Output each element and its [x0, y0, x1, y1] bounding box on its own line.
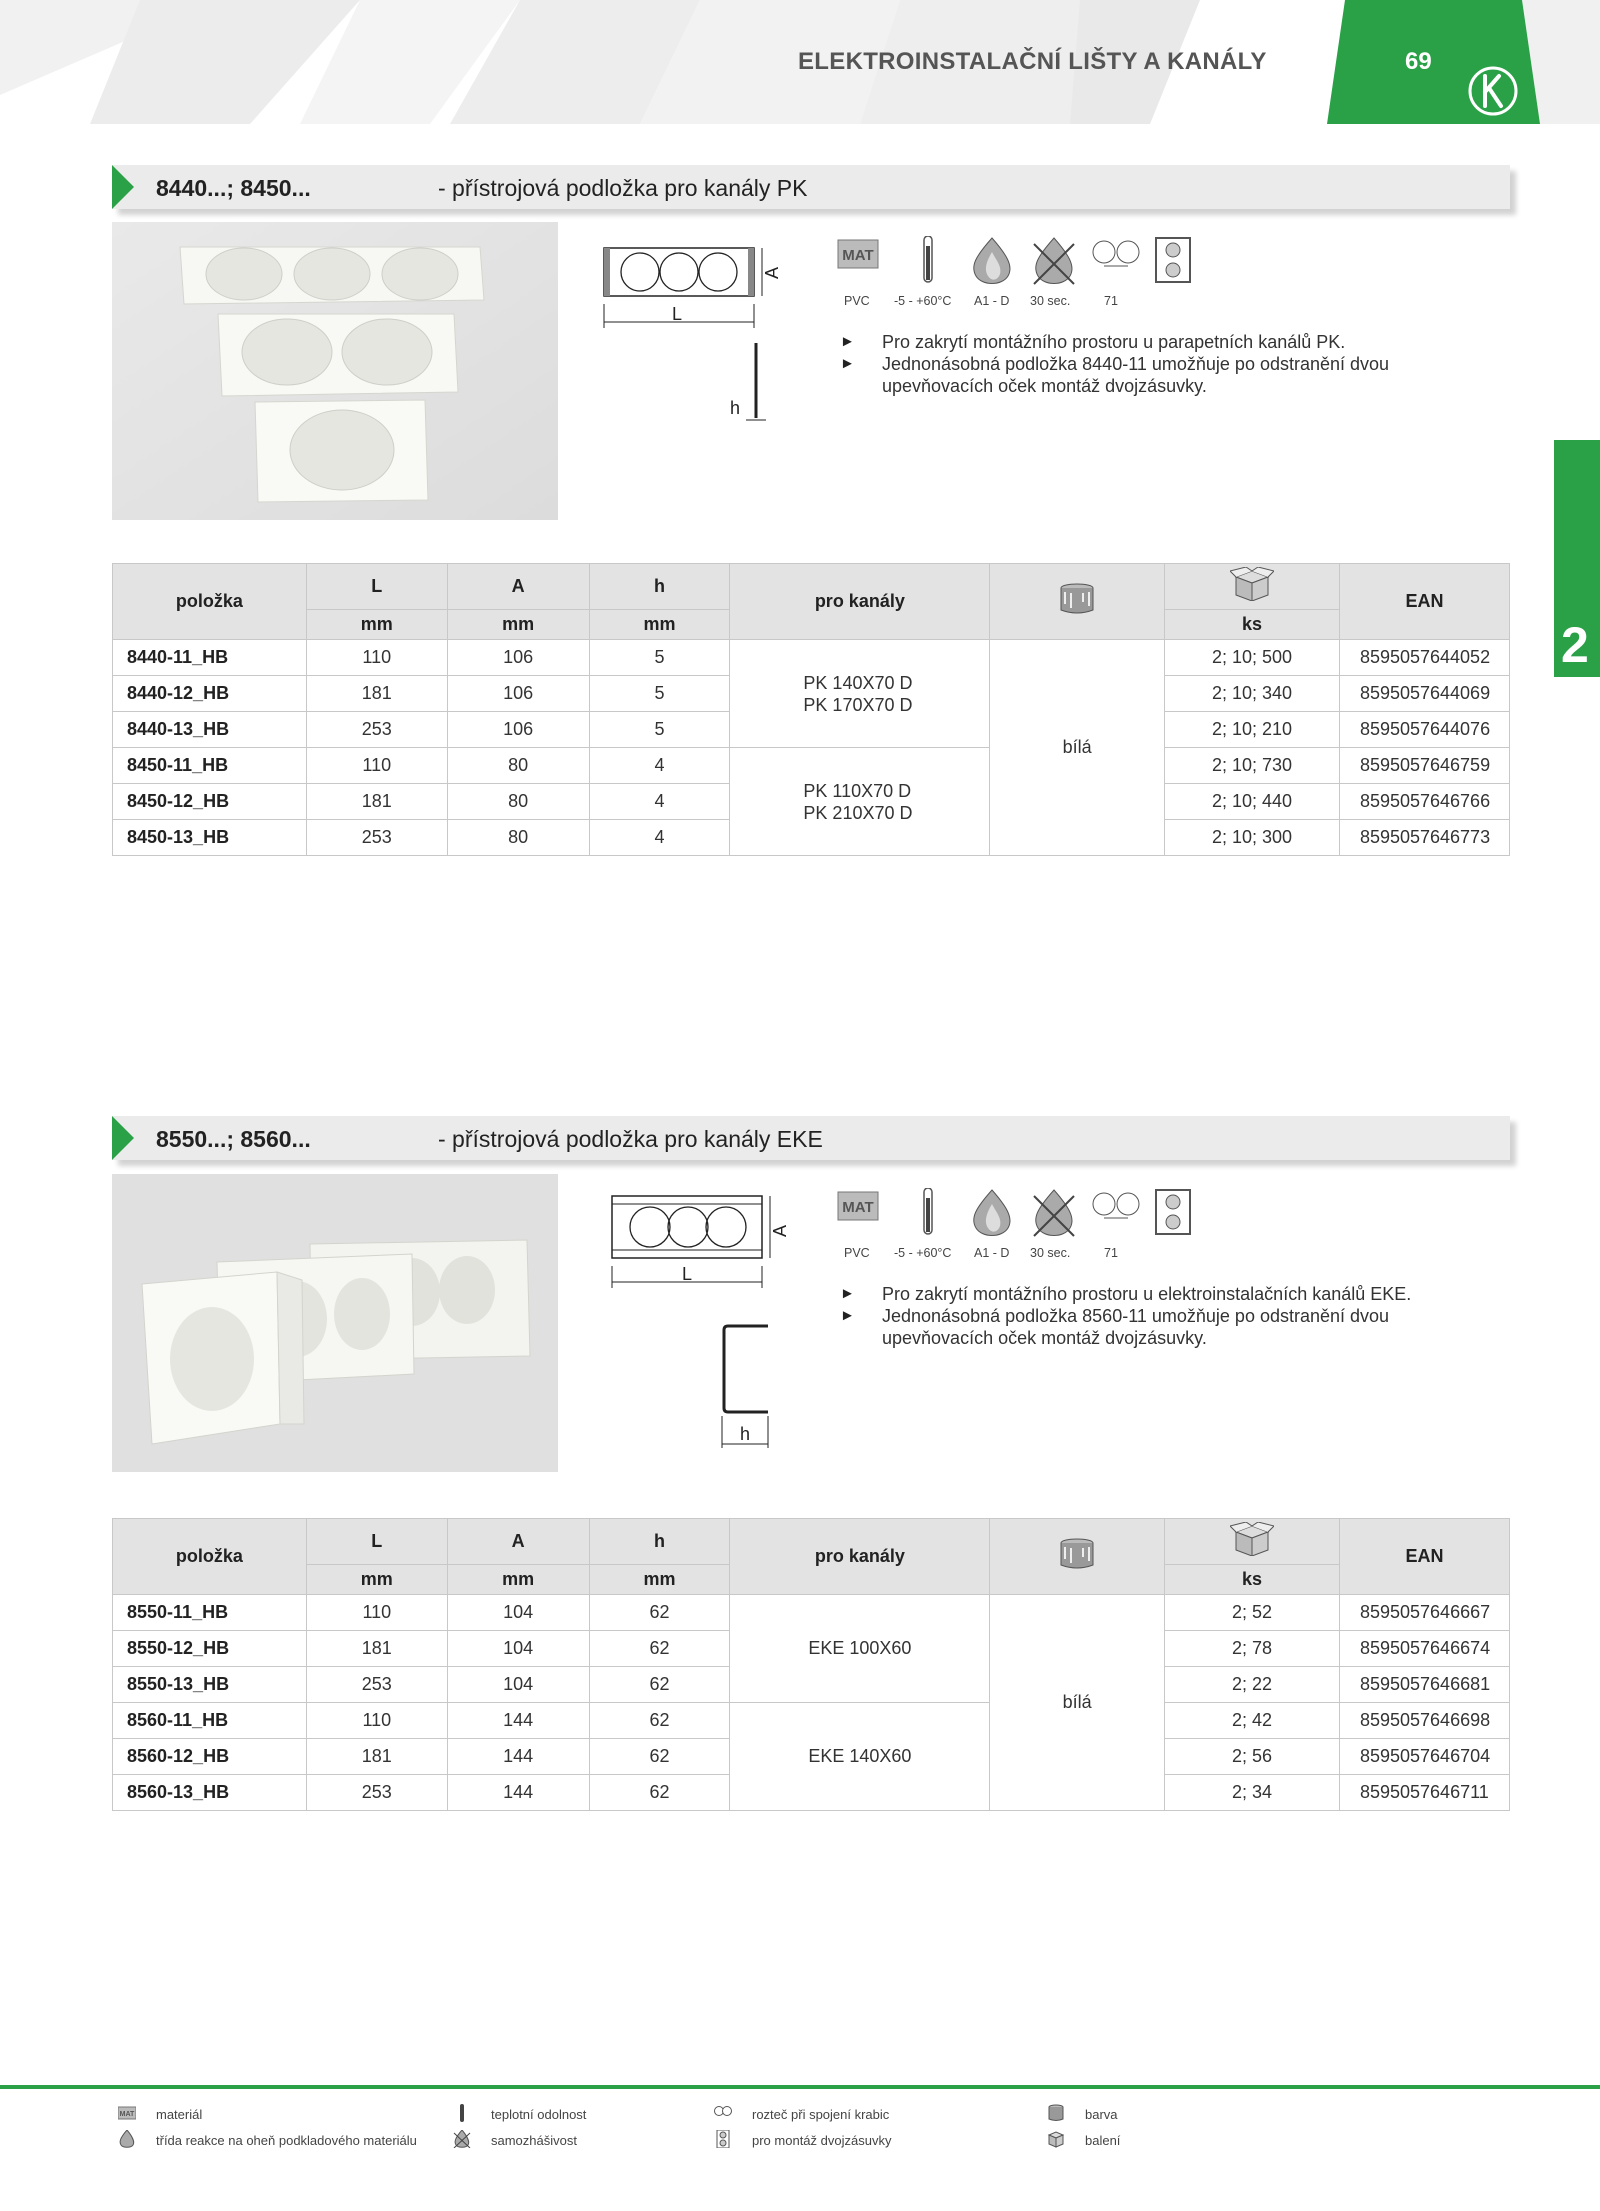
spec-table: [112, 563, 1510, 856]
dim-label-h: h: [730, 398, 741, 418]
dimension-drawing: [604, 1188, 804, 1448]
section-title-bar: [112, 1116, 1510, 1160]
page-header-title: ELEKTROINSTALAČNÍ LIŠTY A KANÁLY: [798, 48, 1267, 75]
cell-packing: 2; 10; 210: [1165, 712, 1340, 748]
cell-h: 5: [589, 640, 730, 676]
cell-l: 253: [306, 1667, 447, 1703]
cell-item: 8450-11_HB: [113, 748, 307, 784]
cell-l: 253: [306, 1775, 447, 1811]
unit-a: mm: [447, 1565, 589, 1595]
mat-badge-text: MAT: [842, 1199, 874, 1216]
feature-item: ► Pro zakrytí montážního prostoru u parapetních kanálů PK.: [840, 331, 1460, 353]
unit-l: mm: [306, 1565, 447, 1595]
section-code: 8440...; 8450...: [156, 175, 311, 201]
cell-channels: EKE 100X60: [730, 1595, 990, 1703]
thermometer-icon: [924, 1188, 932, 1234]
cell-ean: 8595057646698: [1339, 1703, 1509, 1739]
cell-l: 110: [306, 1595, 447, 1631]
cell-color: bílá: [990, 1595, 1165, 1811]
product-photo-drawing: [112, 222, 558, 520]
section-description: - přístrojová podložka pro kanály PK: [438, 175, 808, 201]
prop-box-spacing: 71: [1104, 294, 1118, 308]
cell-ean: 8595057646766: [1339, 784, 1509, 820]
prop-self-extinguishing: 30 sec.: [1030, 294, 1071, 308]
self-extinguishing-icon: [1034, 238, 1074, 284]
legend-label: rozteč při spojení krabic: [752, 2107, 890, 2122]
col-header-color: [990, 564, 1165, 640]
chapter-number: 2: [1561, 617, 1589, 673]
cell-l: 110: [306, 640, 447, 676]
legend-label: materiál: [156, 2107, 203, 2122]
thermometer-icon: [453, 2104, 471, 2122]
cell-a: 80: [447, 784, 589, 820]
section-code: 8550...; 8560...: [156, 1126, 311, 1152]
box-icon: [1230, 567, 1274, 601]
col-header-h: h: [589, 564, 730, 610]
cell-item: 8450-13_HB: [113, 820, 307, 856]
cell-ean: 8595057646674: [1339, 1631, 1509, 1667]
property-icon-row: [836, 1188, 1196, 1240]
paint-bucket-icon: [1047, 2104, 1065, 2122]
cell-ean: 8595057644052: [1339, 640, 1509, 676]
cell-h: 62: [589, 1595, 730, 1631]
cell-color: bílá: [990, 640, 1165, 856]
dim-label-l: L: [682, 1264, 693, 1284]
cell-packing: 2; 10; 300: [1165, 820, 1340, 856]
cell-packing: 2; 10; 730: [1165, 748, 1340, 784]
spec-table: [112, 1518, 1510, 1811]
cell-packing: 2; 10; 440: [1165, 784, 1340, 820]
cell-h: 4: [589, 820, 730, 856]
box-spacing-icon: [1093, 1193, 1139, 1218]
unit-packing: ks: [1165, 610, 1340, 640]
dimension-drawing: [596, 238, 796, 428]
col-header-a: A: [447, 564, 589, 610]
mat-badge-text: MAT: [842, 247, 874, 264]
table-row: [113, 748, 1510, 784]
product-photo-drawing: [112, 1174, 558, 1472]
section-arrow-icon: [112, 1116, 134, 1160]
col-header-channels: pro kanály: [730, 1519, 990, 1595]
cell-item: 8440-13_HB: [113, 712, 307, 748]
cell-channels: EKE 140X60: [730, 1703, 990, 1811]
legend-label: teplotní odolnost: [491, 2107, 587, 2122]
cell-packing: 2; 52: [1165, 1595, 1340, 1631]
col-header-item: položka: [113, 564, 307, 640]
legend-label: barva: [1085, 2107, 1118, 2122]
double-socket-icon: [1156, 1190, 1190, 1234]
col-header-packing: [1165, 1519, 1340, 1565]
fire-class-icon: [974, 1190, 1010, 1236]
cell-a: 104: [447, 1595, 589, 1631]
cell-a: 144: [447, 1775, 589, 1811]
cell-a: 106: [447, 676, 589, 712]
box-spacing-icon: [714, 2104, 732, 2122]
col-header-channels: pro kanály: [730, 564, 990, 640]
cell-item: 8560-13_HB: [113, 1775, 307, 1811]
legend-label: balení: [1085, 2133, 1121, 2148]
cell-a: 106: [447, 640, 589, 676]
cell-item: 8560-12_HB: [113, 1739, 307, 1775]
cell-l: 253: [306, 712, 447, 748]
property-icons: [836, 1188, 1196, 1268]
material-icon: [838, 240, 878, 268]
col-header-item: položka: [113, 1519, 307, 1595]
self-extinguishing-icon: [1034, 1190, 1074, 1236]
cell-l: 181: [306, 784, 447, 820]
prop-material: PVC: [844, 1246, 870, 1260]
cell-ean: 8595057646711: [1339, 1775, 1509, 1811]
double-socket-icon: [1156, 238, 1190, 282]
footer-divider: [0, 2085, 1600, 2089]
legend-label: samozhášivost: [491, 2133, 577, 2148]
unit-l: mm: [306, 610, 447, 640]
section-title-bar: [112, 165, 1510, 209]
cell-h: 62: [589, 1739, 730, 1775]
cell-channels: PK 110X70 D PK 210X70 D: [730, 748, 990, 856]
cell-a: 104: [447, 1631, 589, 1667]
feature-item: ► Jednonásobná podložka 8440-11 umožňuje po odstranění dvou upevňovacích oček montáž dvojzásuvky.: [840, 353, 1460, 397]
cell-packing: 2; 56: [1165, 1739, 1340, 1775]
table-row: [113, 1703, 1510, 1739]
page-number: 69: [1405, 48, 1432, 75]
brand-logo-icon: [1466, 64, 1520, 118]
unit-packing: ks: [1165, 1565, 1340, 1595]
cell-item: 8550-13_HB: [113, 1667, 307, 1703]
self-extinguishing-icon: [453, 2130, 471, 2148]
dim-label-h: h: [740, 1424, 751, 1444]
prop-temperature: -5 - +60°C: [894, 1246, 952, 1260]
table-row: [113, 640, 1510, 676]
cell-a: 144: [447, 1739, 589, 1775]
cell-h: 5: [589, 712, 730, 748]
cell-ean: 8595057646704: [1339, 1739, 1509, 1775]
feature-item: ► Pro zakrytí montážního prostoru u elektroinstalačních kanálů EKE.: [840, 1283, 1460, 1305]
product-photo: [112, 222, 558, 520]
cell-ean: 8595057644069: [1339, 676, 1509, 712]
cell-ean: 8595057646681: [1339, 1667, 1509, 1703]
mat-badge-text: MAT: [119, 2111, 135, 2118]
cell-ean: 8595057644076: [1339, 712, 1509, 748]
cell-h: 62: [589, 1667, 730, 1703]
product-photo: [112, 1174, 558, 1472]
cell-l: 110: [306, 1703, 447, 1739]
legend-label: třída reakce na oheň podkladového materiálu: [156, 2133, 417, 2148]
property-icon-row: [836, 236, 1196, 288]
cell-item: 8440-12_HB: [113, 676, 307, 712]
cell-packing: 2; 10; 340: [1165, 676, 1340, 712]
property-icons: [836, 236, 1196, 316]
paint-bucket-icon: [1057, 582, 1097, 616]
section-description: - přístrojová podložka pro kanály EKE: [438, 1126, 823, 1152]
cell-channels: PK 140X70 D PK 170X70 D: [730, 640, 990, 748]
cell-h: 62: [589, 1631, 730, 1667]
cell-h: 4: [589, 748, 730, 784]
prop-fire-class: A1 - D: [974, 294, 1010, 308]
table-row: [113, 1595, 1510, 1631]
fire-class-icon: [974, 238, 1010, 284]
cell-a: 106: [447, 712, 589, 748]
cell-l: 253: [306, 820, 447, 856]
cell-packing: 2; 78: [1165, 1631, 1340, 1667]
col-header-l: L: [306, 1519, 447, 1565]
cell-packing: 2; 10; 500: [1165, 640, 1340, 676]
material-icon: [838, 1192, 878, 1220]
paint-bucket-icon: [1057, 1537, 1097, 1571]
feature-item: ► Jednonásobná podložka 8560-11 umožňuje po odstranění dvou upevňovacích oček montáž dvojzásuvky.: [840, 1305, 1460, 1349]
box-icon: [1230, 1522, 1274, 1556]
cell-h: 62: [589, 1775, 730, 1811]
unit-h: mm: [589, 1565, 730, 1595]
prop-temperature: -5 - +60°C: [894, 294, 952, 308]
double-socket-icon: [714, 2130, 732, 2148]
col-header-ean: EAN: [1339, 564, 1509, 640]
col-header-a: A: [447, 1519, 589, 1565]
cell-l: 110: [306, 748, 447, 784]
cell-item: 8560-11_HB: [113, 1703, 307, 1739]
feature-list: [840, 331, 1460, 397]
cell-a: 104: [447, 1667, 589, 1703]
cell-l: 181: [306, 1631, 447, 1667]
thermometer-icon: [924, 236, 932, 282]
prop-self-extinguishing: 30 sec.: [1030, 1246, 1071, 1260]
unit-h: mm: [589, 610, 730, 640]
dim-label-l: L: [672, 304, 683, 324]
cell-a: 80: [447, 748, 589, 784]
cell-item: 8550-12_HB: [113, 1631, 307, 1667]
box-spacing-icon: [1093, 241, 1139, 266]
cell-a: 80: [447, 820, 589, 856]
cell-h: 4: [589, 784, 730, 820]
chapter-tab: [1554, 440, 1600, 677]
cell-packing: 2; 22: [1165, 1667, 1340, 1703]
cell-l: 181: [306, 676, 447, 712]
col-header-packing: [1165, 564, 1340, 610]
fire-class-icon: [118, 2130, 136, 2148]
cell-h: 62: [589, 1703, 730, 1739]
prop-fire-class: A1 - D: [974, 1246, 1010, 1260]
col-header-l: L: [306, 564, 447, 610]
col-header-h: h: [589, 1519, 730, 1565]
cell-a: 144: [447, 1703, 589, 1739]
cell-item: 8550-11_HB: [113, 1595, 307, 1631]
box-icon: [1047, 2130, 1065, 2148]
feature-list: [840, 1283, 1460, 1349]
dim-label-a: A: [762, 266, 782, 279]
cell-h: 5: [589, 676, 730, 712]
cell-ean: 8595057646773: [1339, 820, 1509, 856]
col-header-ean: EAN: [1339, 1519, 1509, 1595]
material-icon: [118, 2104, 136, 2122]
cell-packing: 2; 34: [1165, 1775, 1340, 1811]
unit-a: mm: [447, 610, 589, 640]
prop-material: PVC: [844, 294, 870, 308]
legend-label: pro montáž dvojzásuvky: [752, 2133, 892, 2148]
cell-ean: 8595057646759: [1339, 748, 1509, 784]
prop-box-spacing: 71: [1104, 1246, 1118, 1260]
cell-item: 8450-12_HB: [113, 784, 307, 820]
section-arrow-icon: [112, 165, 134, 209]
cell-packing: 2; 42: [1165, 1703, 1340, 1739]
cell-l: 181: [306, 1739, 447, 1775]
cell-item: 8440-11_HB: [113, 640, 307, 676]
cell-ean: 8595057646667: [1339, 1595, 1509, 1631]
dim-label-a: A: [770, 1224, 790, 1237]
col-header-color: [990, 1519, 1165, 1595]
